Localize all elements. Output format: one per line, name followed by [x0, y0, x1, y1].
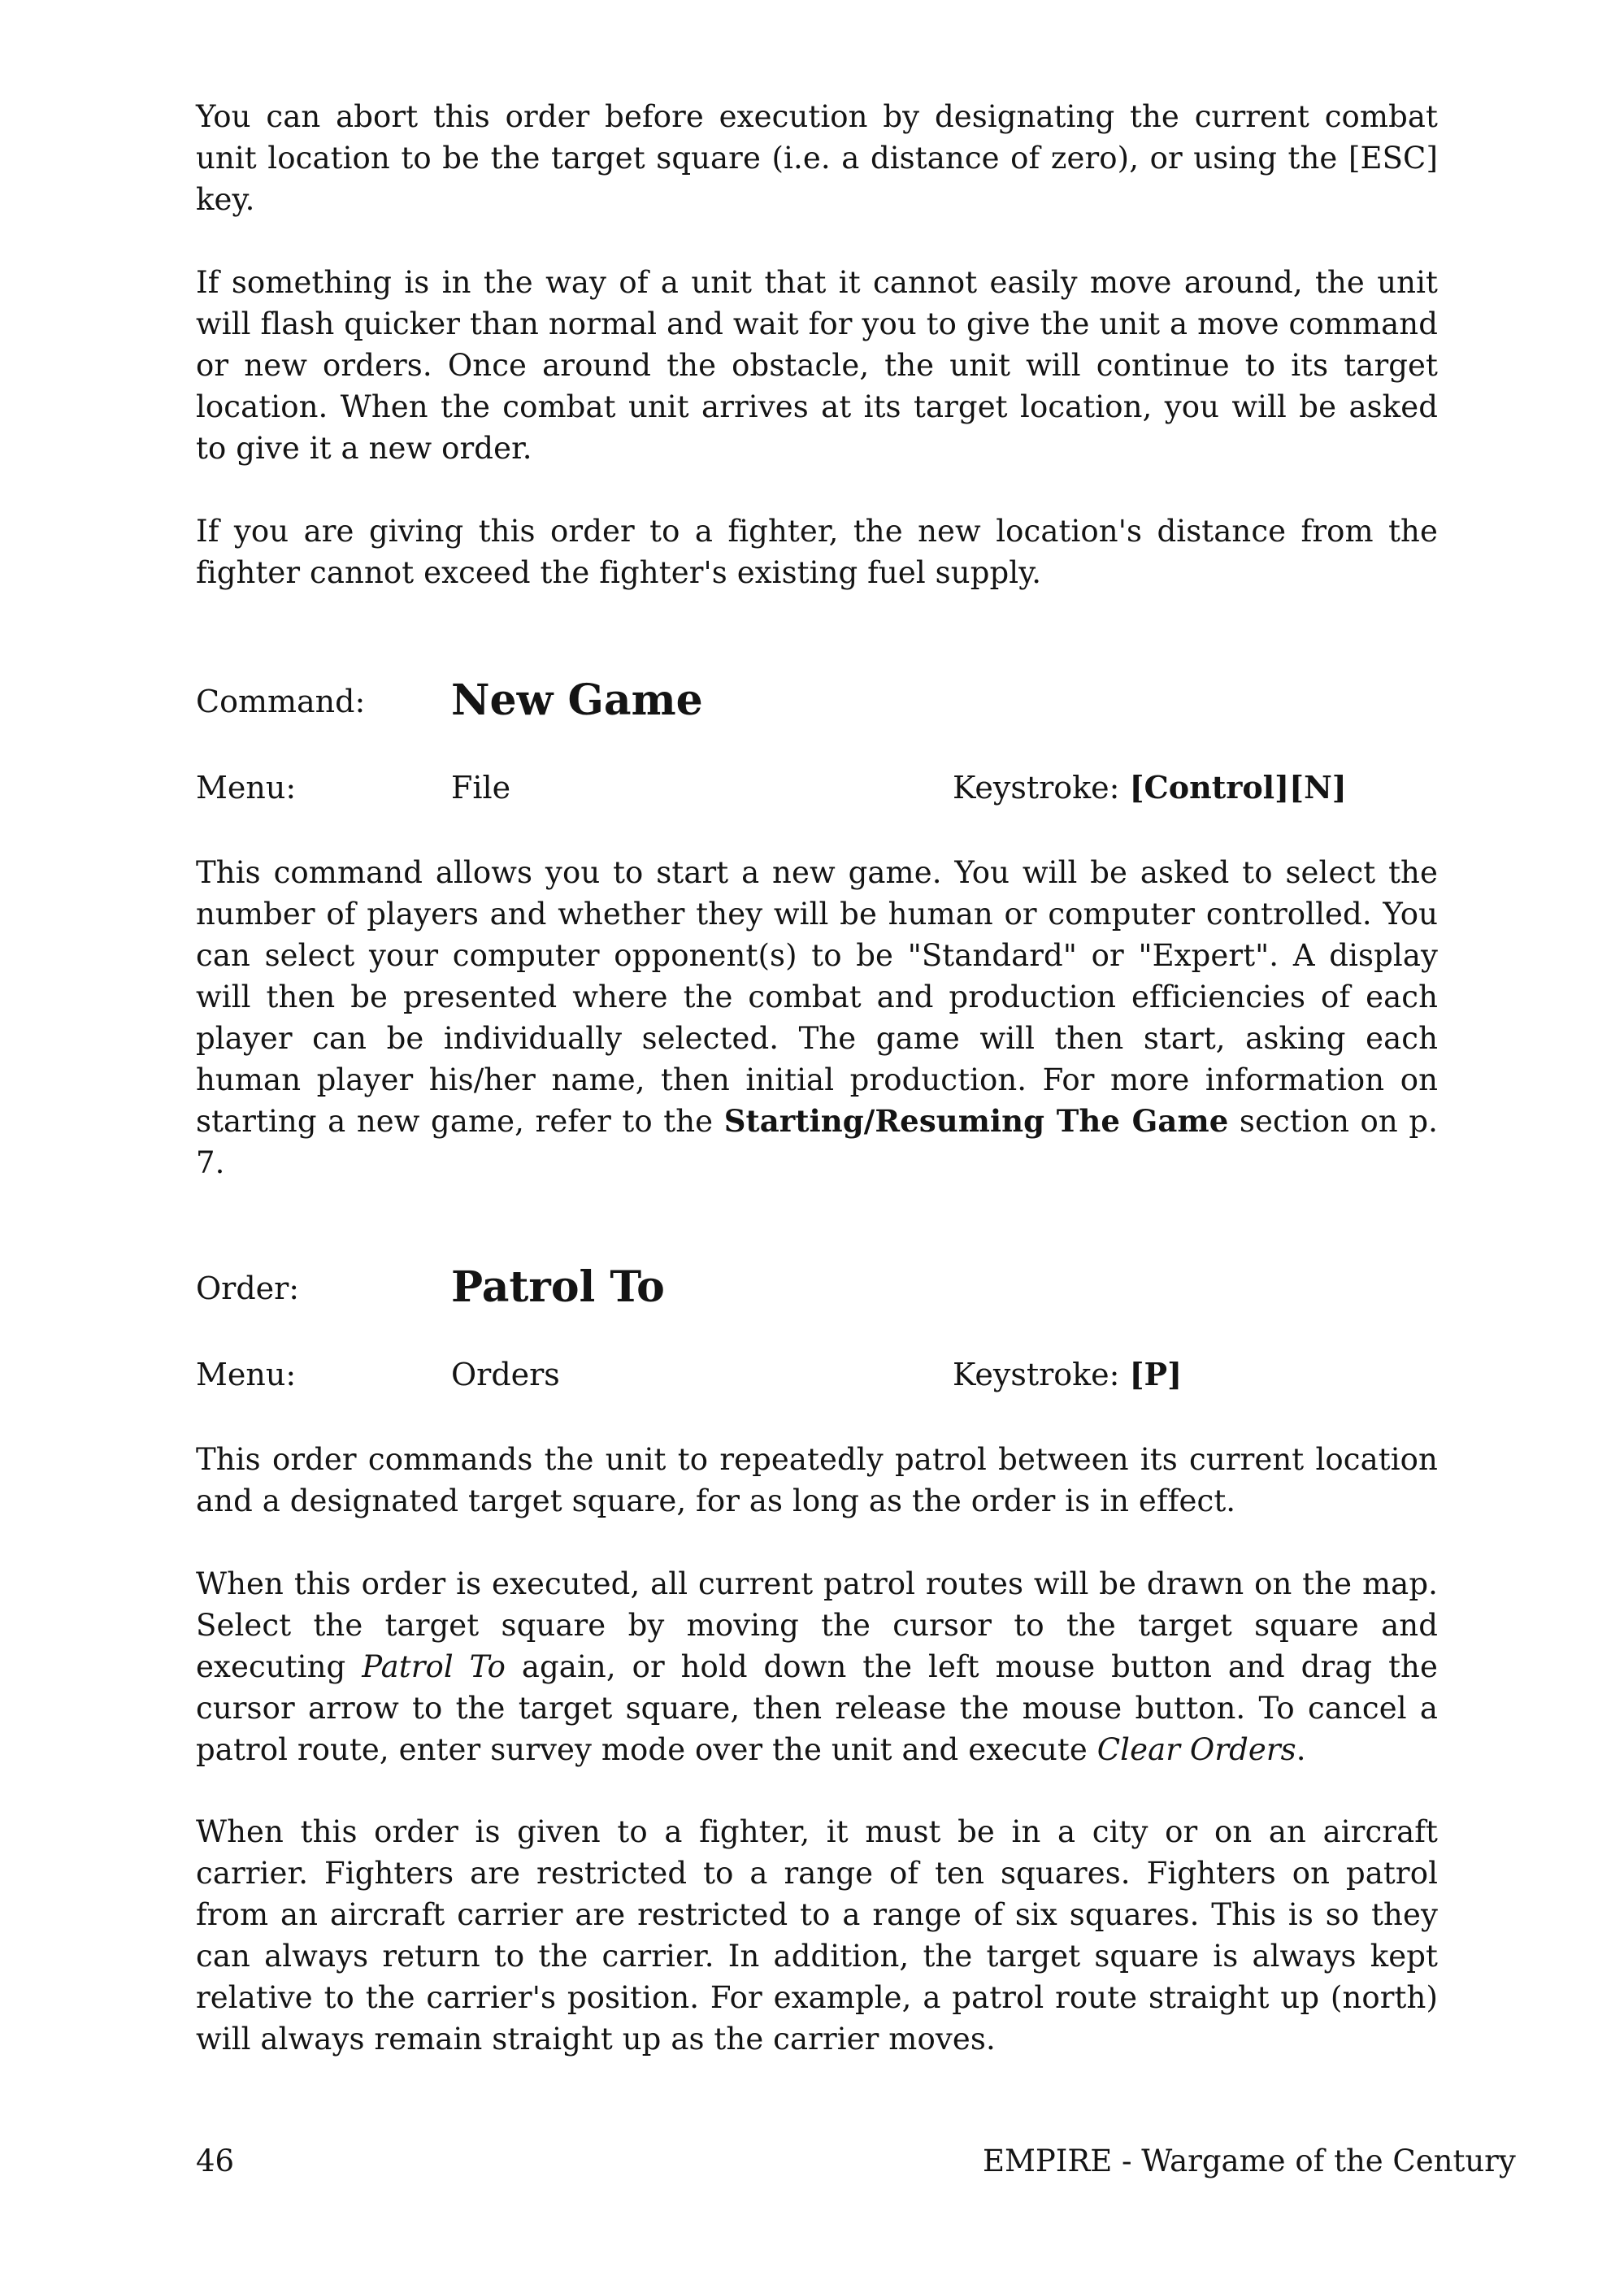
patrol-to-paragraph-3: When this order is given to a fighter, it must be in a city or on an aircraft carrier. Fighters are restricted to a range of ten squares. Fighters on patrol from an aircraft carrier are restricted to a range of six squares. This is so they can always return to the carrier. In addition, the target square is always kept relative to the carrier's position. For example, a patrol route straight up (north) will always remain straight up as the carrier moves. [196, 1814, 1438, 2057]
page-number: 46 [196, 2144, 235, 2178]
patrol-to-italic-command: Patrol To [362, 1649, 506, 1684]
patrol-to-paragraph-2-b: again, or hold down the left mouse button and drag the cursor arrow to the target square, then release the mouse button. To cancel a patrol route, enter survey mode over the unit and execute [196, 1649, 1438, 1767]
new-game-description-text: This command allows you to start a new game. You will be asked to select the number of players and whether they will be human or computer controlled. You can select your computer opponent(s) to be "Standard" or "Expert". A display will then be presented where the combat and production efficiencies of each player can be individually selected. The game will then start, asking each human player his/her name, then initial production. For more information on starting a new game, refer to the [196, 855, 1438, 1139]
patrol-to-paragraph-2-a: When this order is executed, all current patrol routes will be drawn on the map. Select the target square by moving the cursor to the target square and executing [196, 1566, 1438, 1684]
command-label: Command: [196, 684, 366, 719]
clear-orders-italic-command: Clear Orders [1096, 1732, 1296, 1767]
intro-paragraph-3: If you are giving this order to a fighter, the new location's distance from the fighter cannot exceed the fighter's existing fuel supply. [196, 514, 1438, 590]
keystroke-patrol-to [953, 1354, 1182, 1395]
section-title-patrol-to: Patrol To [451, 1262, 665, 1312]
new-game-description [196, 852, 1438, 1184]
keystroke-label: Keystroke: [953, 1357, 1120, 1392]
intro-paragraph-1: You can abort this order before execution by designating the current combat unit location to be the target square (i.e. a distance of zero), or using the [ESC] key. [196, 99, 1438, 217]
intro-paragraph-2: If something is in the way of a unit that it cannot easily move around, the unit will flash quicker than normal and wait for you to give the unit a move command or new orders. Once around the obstacle, the unit will continue to its target location. When the combat unit arrives at its target location, you will be asked to give it a new order. [196, 265, 1438, 466]
new-game-description-ref: Starting/Resuming The Game [723, 1103, 1229, 1139]
keystroke-new-game [953, 767, 1347, 808]
menu-label: Menu: [196, 1357, 297, 1392]
order-label: Order: [196, 1270, 300, 1306]
patrol-to-paragraph-1: This order commands the unit to repeatedly patrol between its current location and a designated target square, for as long as the order is in effect. [196, 1442, 1438, 1518]
new-game-description-end: section on p. 7. [196, 1104, 1438, 1180]
menu-value-file: File [451, 770, 511, 806]
keystroke-label: Keystroke: [953, 770, 1120, 806]
book-title-footer: EMPIRE - Wargame of the Century [983, 2144, 1516, 2178]
section-title-new-game: New Game [451, 675, 703, 725]
keystroke-value: [P] [1129, 1356, 1183, 1392]
menu-value-orders: Orders [451, 1357, 560, 1392]
patrol-to-paragraph-2-c: . [1296, 1732, 1306, 1767]
patrol-to-paragraph-2 [196, 1563, 1438, 1770]
menu-label: Menu: [196, 770, 297, 806]
keystroke-value: [Control][N] [1129, 769, 1347, 806]
